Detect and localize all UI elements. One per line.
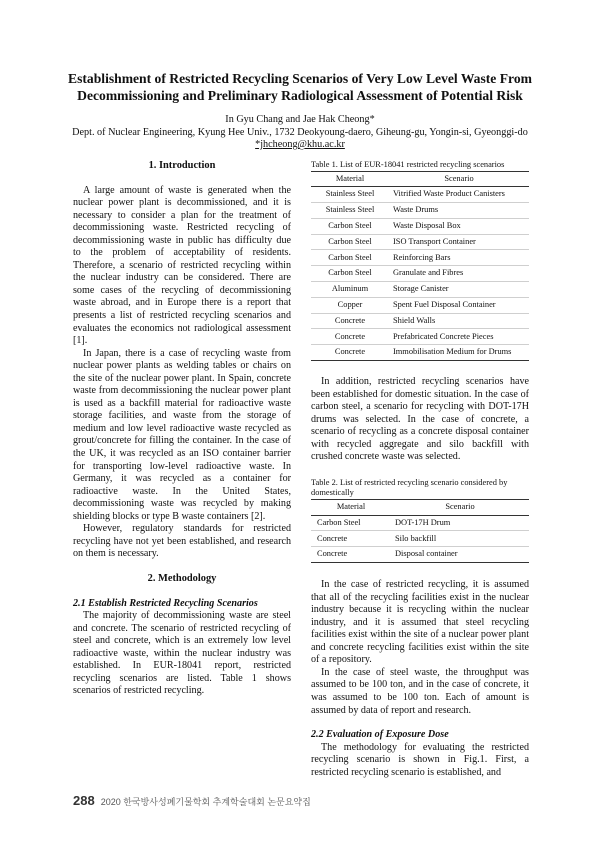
table-cell: Carbon Steel [311, 250, 389, 266]
table-cell: Waste Drums [389, 203, 529, 219]
table-header-cell: Material [311, 499, 391, 515]
table-row [311, 531, 529, 547]
table-cell: Storage Canister [389, 282, 529, 298]
table-cell: Immobilisation Medium for Drums [389, 345, 529, 361]
right-paragraph-1: In addition, restricted recycling scenarios have been established for domestic situation. In the case of carbon steel, a scenario for recycling with DOT-17H drums was selected. In the case of concrete, a scenario of recycling as a concrete disposal container with recycled aggregate and silo backfill with crushed concrete waste was selected. [311, 376, 529, 463]
table-cell: Carbon Steel [311, 218, 389, 234]
table-1-caption: Table 1. List of EUR-18041 restricted recycling scenarios [311, 160, 505, 169]
table-cell: Vitrified Waste Product Canisters [393, 189, 505, 199]
table-cell: Concrete [311, 345, 389, 361]
table-cell: Stainless Steel [311, 203, 389, 219]
table-cell: Concrete [311, 531, 391, 547]
table-cell: Carbon Steel [311, 234, 389, 250]
table-row [311, 515, 529, 531]
table-cell: Shield Walls [389, 313, 529, 329]
methodology-paragraph-2-2: The methodology for evaluating the restricted recycling scenario is shown in Fig.1. First, a restricted recycling scenario is established, and [311, 741, 529, 778]
table-row [311, 313, 529, 329]
table-row [311, 266, 529, 282]
table-row [311, 329, 529, 345]
introduction-heading: 1. Introduction [148, 160, 216, 171]
right-paragraph-3: In the case of steel waste, the throughput was assumed to be 100 ton, and in the case of concrete, it was assumed to be 100 ton. Each of amount is assumed by data of report and research. [311, 666, 529, 716]
table-1 [311, 171, 529, 362]
table-row [311, 297, 529, 313]
table-cell: DOT-17H Drum [395, 517, 451, 527]
intro-paragraph-3: However, regulatory standards for restricted recycling have not yet been established, and research on them is necessary. [73, 523, 291, 560]
table-cell: Spent Fuel Disposal Container [389, 297, 529, 313]
page-footer [73, 793, 311, 808]
table-cell: Concrete [311, 313, 389, 329]
table-row [311, 250, 529, 266]
table-2-caption: Table 2. List of restricted recycling scenario considered by domestically [311, 477, 508, 498]
table-row [311, 187, 529, 203]
methodology-paragraph-2-1: The majority of decommissioning waste are steel and concrete. The scenario of restricted recycling of steel and concrete, which is an extremely low level radioactive waste, within the nuclear industry was established. In EUR-18041 report, restricted recycling scenarios are listed. Table 1 shows scenarios of restricted recycling. [73, 610, 291, 697]
table-cell: Waste Disposal Box [389, 218, 529, 234]
affiliation: Dept. of Nuclear Engineering, Kyung Hee Univ., 1732 Deokyoung-daero, Giheung-gu, Yongin-si, Gyeonggi-do [72, 126, 528, 138]
table-header-row [311, 499, 529, 515]
table-row [311, 218, 529, 234]
table-cell: Concrete [311, 547, 391, 563]
corresponding-email-link[interactable]: *jhcheong@khu.ac.kr [255, 139, 345, 151]
table-header-cell: Material [311, 171, 389, 187]
right-column [311, 160, 529, 779]
table-cell: Carbon Steel [311, 266, 389, 282]
table-cell: Silo backfill [391, 531, 529, 547]
table-cell: Copper [311, 297, 389, 313]
page-number: 288 [73, 793, 95, 808]
table-row [311, 345, 529, 361]
paper-title: Establishment of Restricted Recycling Scenarios of Very Low Level Waste From Decommissioning and Preliminary Radiological Assessment of Potential Risk [68, 71, 532, 103]
table-cell: ISO Transport Container [389, 234, 529, 250]
table-cell: Carbon Steel [317, 517, 361, 527]
subsection-2-1-heading: 2.1 Establish Restricted Recycling Scenarios [73, 597, 258, 609]
table-row [311, 203, 529, 219]
left-column [73, 160, 291, 698]
intro-paragraph-2: In Japan, there is a case of recycling waste from nuclear power plants as welding tables or chairs on the site of the nuclear power plant. In Spain, concrete waste from decommissioning the nuclear power plant is used as a backfill material for radioactive waste storage facilities, and waste from the storage of medium and low level radioactive waste recycled as grout/concrete for filling the container. In the case of the UK, it was recycled as an ISO container barrier for transporting low-level radioactive waste. In Germany, it was recycled as a container for radioactive waste. In the United States, decommissioning waste was recycled by making shielding blocks or type B waste containers [2]. [73, 347, 291, 522]
table-cell: Disposal container [391, 547, 529, 563]
table-row [311, 547, 529, 563]
table-cell: Prefabricated Concrete Pieces [389, 329, 529, 345]
author-names: In Gyu Chang and Jae Hak Cheong* [225, 114, 375, 125]
table-cell: Concrete [311, 329, 389, 345]
methodology-heading: 2. Methodology [147, 572, 217, 584]
table-cell: Aluminum [311, 282, 389, 298]
subsection-2-2-heading: 2.2 Evaluation of Exposure Dose [311, 729, 449, 741]
table-header-cell: Scenario [389, 171, 529, 187]
intro-paragraph-1: A large amount of waste is generated when the nuclear power plant is decommissioned, and it is necessary to consider a plan for the treatment of decommissioning waste. Restricted recycling of decommissioning waste in public has difficulty due to the problem of acceptability of residents. Therefore, a scenario of restricted recycling within the nuclear industry can be considered. There are some cases of the recycling of decommissioning waste abroad, and in Europe there is a report that presents a list of restricted recycling scenarios and evaluates the economics not radiological assessment [1]. [73, 184, 291, 347]
author-block [40, 114, 560, 152]
table-row [311, 282, 529, 298]
table-2 [311, 499, 529, 563]
table-cell: Stainless Steel [325, 189, 375, 199]
table-header-cell: Scenario [391, 499, 529, 515]
right-paragraph-2: In the case of restricted recycling, it is assumed that all of the recycling facilities exist in the nuclear industry because it is recycling within the nuclear industry, and it is assumed that steel recycling facilities exist within the site of a nuclear power plant and concrete recycling facilities exist within the site of a repository. [311, 579, 529, 666]
table-cell: Granulate and Fibres [389, 266, 529, 282]
table-cell: Reinforcing Bars [389, 250, 529, 266]
table-row [311, 234, 529, 250]
table-header-row [311, 171, 529, 187]
proceedings-title: 2020 한국방사성폐기물학회 추계학술대회 논문요약집 [100, 797, 311, 807]
